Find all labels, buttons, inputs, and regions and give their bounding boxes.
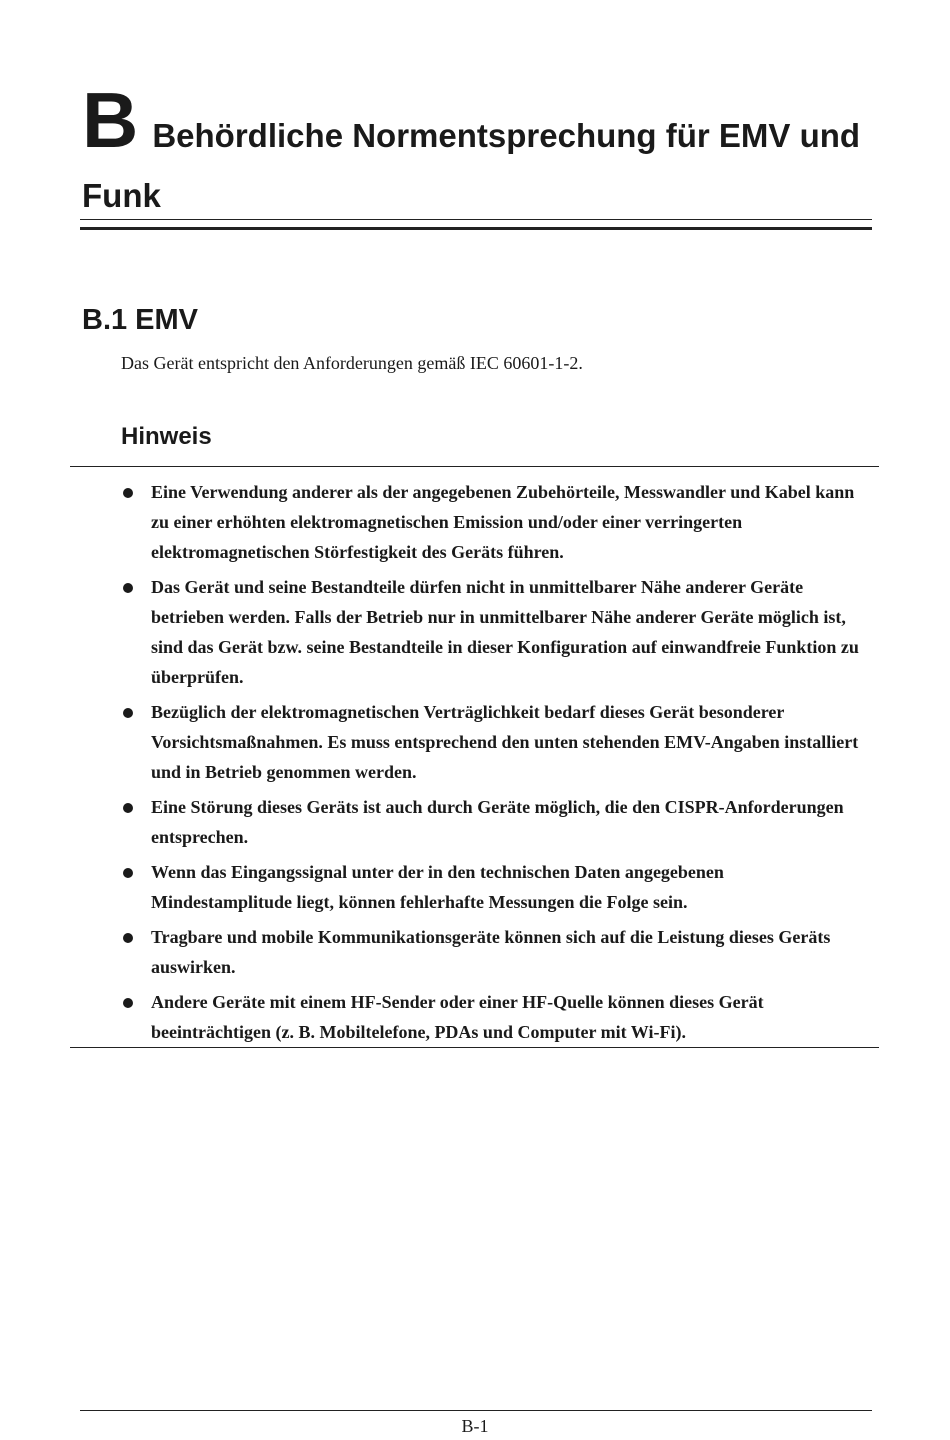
chapter-heading xyxy=(82,72,872,224)
list-item-text: Das Gerät und seine Bestandteile dürfen nicht in unmittelbarer Nähe anderer Geräte betrieben werden. Falls der Betrieb nur in unmittelbarer Nähe anderer Geräte möglich ist, sind das Gerät bzw. seine Bestandteile in dieser Konfiguration auf einwandfreie Funktion zu überprüfen. xyxy=(151,577,859,687)
note-list xyxy=(70,467,879,1047)
section-title: B.1 EMV xyxy=(82,304,199,336)
footer-divider xyxy=(80,1410,872,1411)
page-number: B-1 xyxy=(461,1416,489,1436)
list-item xyxy=(70,697,879,787)
heading-divider-thin xyxy=(80,219,872,220)
list-item xyxy=(70,987,879,1047)
chapter-title: Behördliche Normentsprechung für EMV und Funk xyxy=(82,117,861,214)
list-item xyxy=(70,477,879,567)
bullet-icon xyxy=(123,708,133,718)
note-title: Hinweis xyxy=(121,423,212,450)
bullet-icon xyxy=(123,998,133,1008)
bullet-icon xyxy=(123,583,133,593)
heading-divider-thick xyxy=(80,227,872,230)
list-item-text: Andere Geräte mit einem HF-Sender oder einer HF-Quelle können dieses Gerät beeinträchtigen (z. B. Mobiltelefone, PDAs und Computer mit Wi-Fi). xyxy=(151,992,764,1042)
list-item xyxy=(70,922,879,982)
bullet-icon xyxy=(123,803,133,813)
chapter-letter: B xyxy=(82,76,139,164)
list-item-text: Bezüglich der elektromagnetischen Verträglichkeit bedarf dieses Gerät besonderer Vorsichtsmaßnahmen. Es muss entsprechend den unten stehenden EMV-Angaben installiert und in Betrieb genommen werden. xyxy=(151,702,859,782)
list-item xyxy=(70,792,879,852)
list-item xyxy=(70,572,879,692)
list-item-text: Wenn das Eingangssignal unter der in den technischen Daten angegebenen Mindestamplitude liegt, können fehlerhafte Messungen die Folge sein. xyxy=(151,862,724,912)
bullet-icon xyxy=(123,868,133,878)
note-box xyxy=(70,466,879,1048)
list-item xyxy=(70,857,879,917)
list-item-text: Eine Störung dieses Geräts ist auch durch Geräte möglich, die den CISPR-Anforderungen entsprechen. xyxy=(151,797,844,847)
bullet-icon xyxy=(123,488,133,498)
list-item-text: Tragbare und mobile Kommunikationsgeräte können sich auf die Leistung dieses Geräts auswirken. xyxy=(151,927,831,977)
section-intro: Das Gerät entspricht den Anforderungen gemäß IEC 60601-1-2. xyxy=(121,353,583,373)
list-item-text: Eine Verwendung anderer als der angegebenen Zubehörteile, Messwandler und Kabel kann zu einer erhöhten elektromagnetischen Emission und/oder einer verringerten elektromagnetischen Störfestigkeit des Geräts führen. xyxy=(151,482,855,562)
bullet-icon xyxy=(123,933,133,943)
